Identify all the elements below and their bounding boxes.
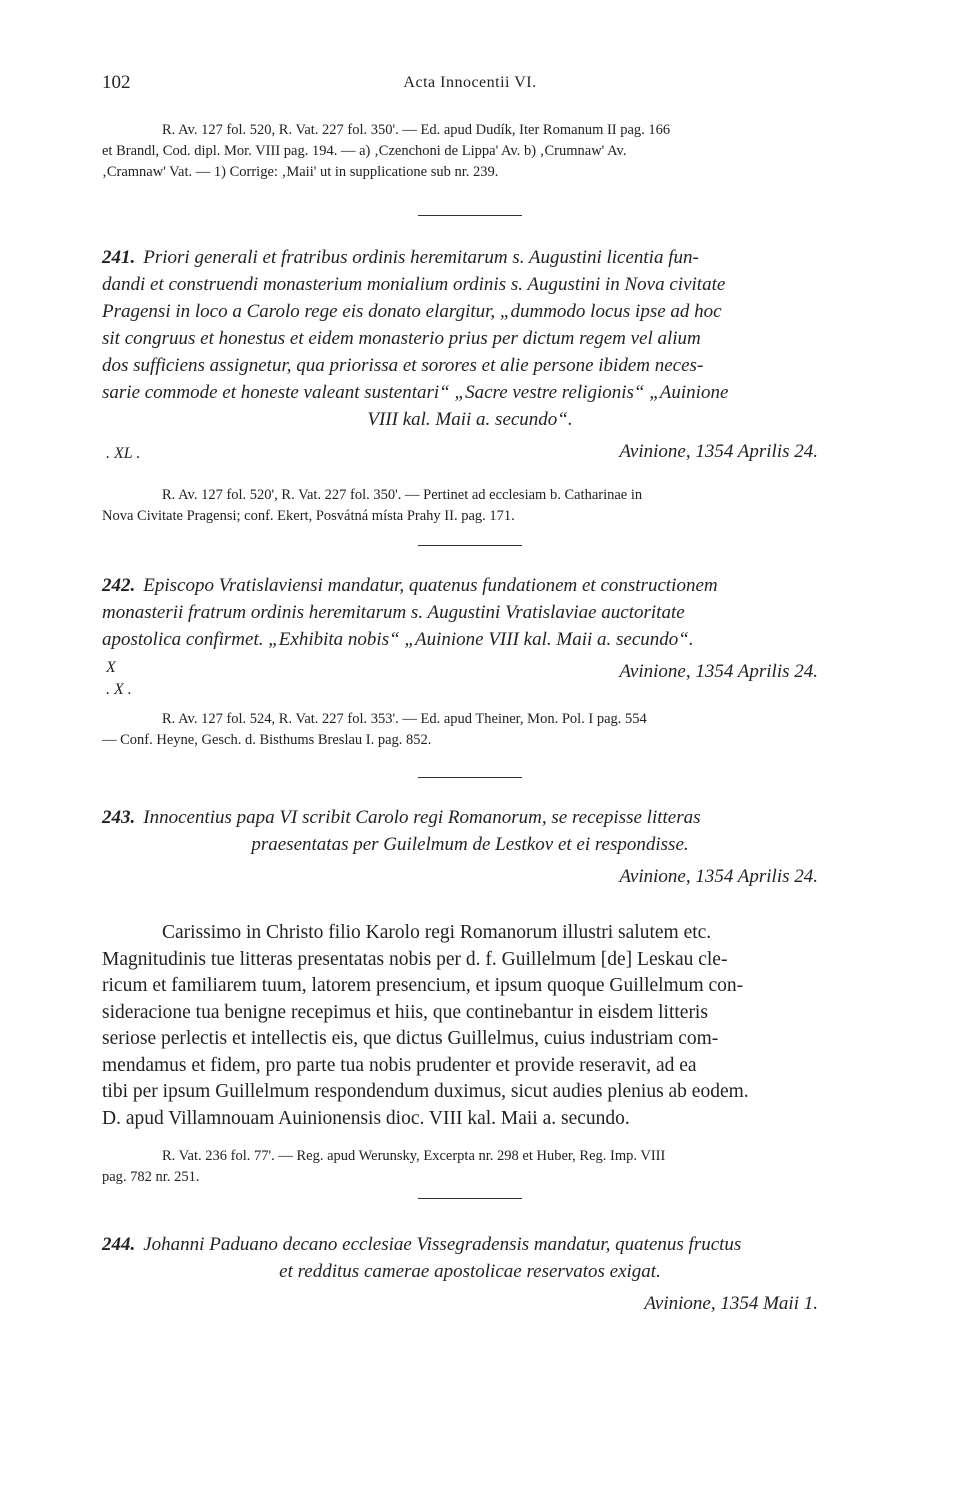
text-line: Carissimo in Christo filio Karolo regi Romanorum illustri salutem etc. [162,922,712,943]
entry-number: 241. [102,247,136,268]
note-line: R. Av. 127 fol. 520', R. Vat. 227 fol. 350'. — Pertinet ad ecclesiam b. Catharinae in [162,487,643,503]
separator-rule [418,215,522,216]
summary-line: VIII kal. Maii a. secundo“. [367,409,573,430]
summary-line: Pragensi in loco a Carolo rege eis donato elargitur, „dummodo locus ipse ad hoc [102,301,722,322]
entry-notes [102,1146,838,1188]
summary-line: dos sufficiens assignetur, qua priorissa et sorores et alie persone ibidem neces- [102,355,704,376]
note-line: Nova Civitate Pragensi; conf. Ekert, Posvátná místa Prahy II. pag. 171. [102,508,515,524]
text-line: sideracione tua benigne recepimus et hiis, que continebantur in eisdem litteris [102,1001,708,1023]
entry-date: Avinione, 1354 Maii 1. [644,1293,818,1314]
entry-number: 244. [102,1234,136,1255]
page-header [102,70,838,100]
note-line: — Conf. Heyne, Gesch. d. Bisthums Breslau I. pag. 852. [102,732,432,748]
summary-line: 243. Innocentius papa VI scribit Carolo regi Romanorum, se recepisse litteras [102,807,701,828]
notes-240 [102,120,838,183]
entry-number: 242. [102,575,136,596]
separator-rule [418,1198,522,1199]
registry-mark-top: X [106,659,116,676]
registry-mark: . XL . [106,445,141,462]
summary-line: sarie commode et honeste valeant sustentari“ „Sacre vestre religionis“ „Auinione [102,382,729,403]
running-title: Acta Innocentii VI. [403,74,537,91]
summary-line: monasterii fratrum ordinis heremitarum s. Augustini Vratislaviae auctoritate [102,602,685,623]
text-line: ricum et familiarem tuum, latorem presencium, et ipsum quoque Guillelmum con- [102,975,744,996]
text-line: Magnitudinis tue litteras presentatas nobis per d. f. Guillelmum [de] Leskau cle- [102,948,728,970]
entry-summary [102,1231,838,1285]
entry-notes [102,485,838,527]
entry-summary [102,804,838,858]
summary-line: 241. Priori generali et fratribus ordinis heremitarum s. Augustini licentia fun- [102,247,699,268]
entry-241 [102,244,838,527]
page [102,70,838,1319]
summary-line: dandi et construendi monasterium monialium ordinis s. Augustini in Nova civitate [102,274,726,295]
letter-text [102,920,838,1132]
entry-244 [102,1231,838,1319]
text-line: tibi per ipsum Guillelmum respondendum duximus, sicut audies plenius ab eodem. [102,1081,749,1102]
note-line: R. Av. 127 fol. 524, R. Vat. 227 fol. 353'. — Ed. apud Theiner, Mon. Pol. I pag. 554 [162,711,647,727]
text-line: seriose perlectis et intellectis eis, que dictus Guillelmus, cuius industriam com- [102,1028,719,1049]
note-line: R. Av. 127 fol. 520, R. Vat. 227 fol. 350'. — Ed. apud Dudík, Iter Romanum II pag. 166 [162,122,671,138]
note-line: R. Vat. 236 fol. 77'. — Reg. apud Werunsky, Excerpta nr. 298 et Huber, Reg. Imp. VIII [162,1148,666,1164]
separator-rule [418,777,522,778]
note-line: et Brandl, Cod. dipl. Mor. VIII pag. 194. — a) ‚Czenchoni de Lippa' Av. b) ‚Crumnaw' Av. [102,143,627,159]
entry-date: Avinione, 1354 Aprilis 24. [619,661,818,682]
note-line: pag. 782 nr. 251. [102,1169,200,1185]
separator-rule [418,545,522,546]
entry-notes [102,709,838,751]
summary-line: sit congruus et honestus et eidem monasterio prius per dictum regem vel alium [102,328,701,349]
text-line: mendamus et fidem, pro parte tua nobis prudenter et provide reseravit, ad ea [102,1054,697,1076]
date-row [102,661,838,703]
date-row [102,866,838,892]
entry-242 [102,572,838,751]
date-row [102,1293,838,1319]
summary-line: praesentatas per Guilelmum de Lestkov et ei respondisse. [251,834,689,855]
summary-line: 242. Episcopo Vratislaviensi mandatur, quatenus fundationem et constructionem [102,575,718,596]
entry-summary [102,244,838,433]
summary-line: apostolica confirmet. „Exhibita nobis“ „Auinione VIII kal. Maii a. secundo“. [102,629,694,650]
summary-line: et redditus camerae apostolicae reservatos exigat. [279,1261,661,1282]
entry-date: Avinione, 1354 Aprilis 24. [619,866,818,887]
entry-number: 243. [102,807,136,828]
note-line: ‚Cramnaw' Vat. — 1) Corrige: ‚Maii' ut in supplicatione sub nr. 239. [102,164,499,180]
text-line: D. apud Villamnouam Auinionensis dioc. VIII kal. Maii a. secundo. [102,1107,630,1129]
page-number: 102 [102,72,131,93]
summary-line: 244. Johanni Paduano decano ecclesiae Vissegradensis mandatur, quatenus fructus [102,1234,742,1255]
date-row [102,441,838,467]
entry-summary [102,572,838,653]
registry-mark-bottom: . X . [106,681,132,698]
entry-date: Avinione, 1354 Aprilis 24. [619,441,818,462]
entry-243 [102,804,838,1188]
